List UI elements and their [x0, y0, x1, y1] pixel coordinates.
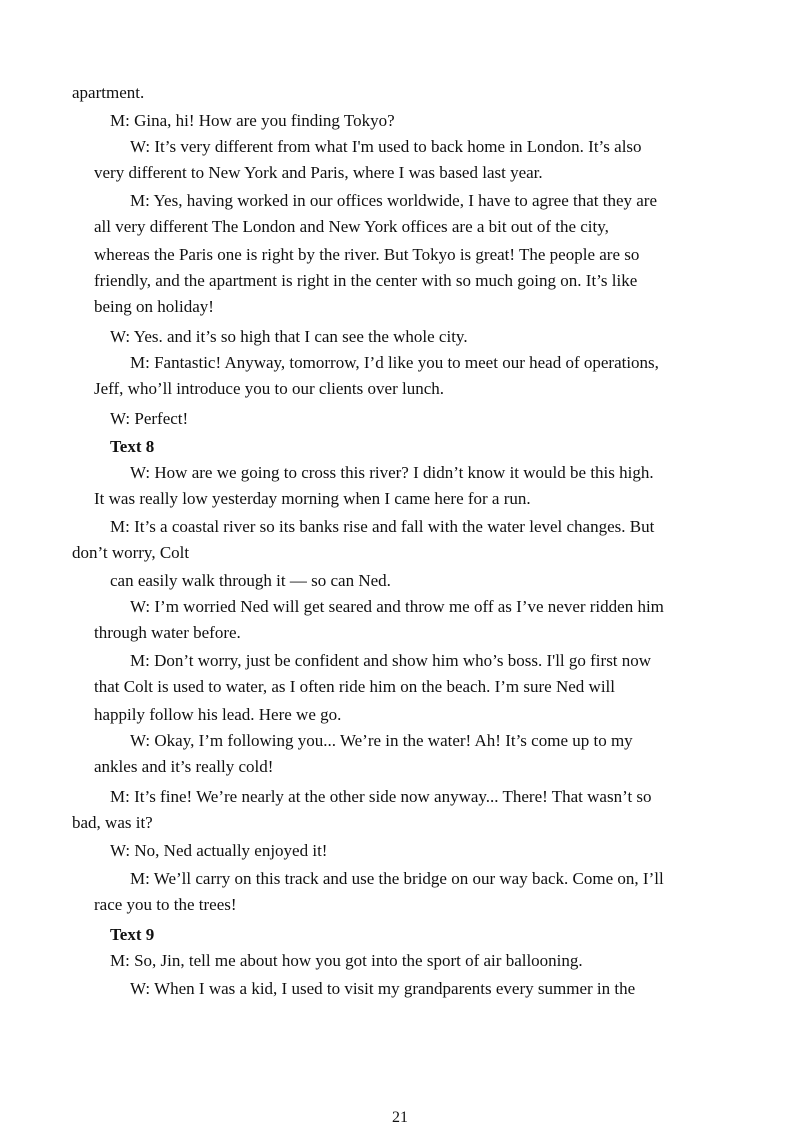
- transcript-line: bad, was it?: [72, 813, 153, 832]
- transcript-line: W: No, Ned actually enjoyed it!: [110, 841, 328, 860]
- transcript-line: W: When I was a kid, I used to visit my grandparents every summer in the: [130, 979, 636, 998]
- transcript-line: W: How are we going to cross this river? I didn’t know it would be this high.: [130, 463, 654, 482]
- section-heading: Text 9: [110, 925, 155, 944]
- transcript-line: race you to the trees!: [94, 895, 237, 914]
- transcript-line: M: It’s fine! We’re nearly at the other side now anyway... There! That wasn’t so: [110, 787, 652, 806]
- section-heading: Text 8: [110, 437, 155, 456]
- transcript-line: very different to New York and Paris, where I was based last year.: [94, 163, 543, 182]
- transcript-line: M: Fantastic! Anyway, tomorrow, I’d like you to meet our head of operations,: [130, 353, 659, 372]
- transcript-line: It was really low yesterday morning when I came here for a run.: [94, 489, 531, 508]
- transcript-line: M: It’s a coastal river so its banks rise and fall with the water level changes. But: [110, 517, 655, 536]
- transcript-line: don’t worry, Colt: [72, 543, 190, 562]
- transcript-line: being on holiday!: [94, 297, 214, 316]
- transcript-line: through water before.: [94, 623, 241, 642]
- transcript-line: W: I’m worried Ned will get seared and throw me off as I’ve never ridden him: [130, 597, 664, 616]
- transcript-line: M: Gina, hi! How are you finding Tokyo?: [110, 111, 395, 130]
- transcript-line: M: So, Jin, tell me about how you got into the sport of air ballooning.: [110, 951, 583, 970]
- transcript-line: W: Perfect!: [110, 409, 189, 428]
- transcript-line: can easily walk through it — so can Ned.: [110, 571, 391, 590]
- transcript-line: all very different The London and New York offices are a bit out of the city,: [94, 217, 609, 236]
- transcript-line: M: We’ll carry on this track and use the bridge on our way back. Come on, I’ll: [130, 869, 664, 888]
- transcript-line: M: Yes, having worked in our offices worldwide, I have to agree that they are: [130, 191, 658, 210]
- transcript-line: ankles and it’s really cold!: [94, 757, 274, 776]
- transcript-line: W: Yes. and it’s so high that I can see the whole city.: [110, 327, 468, 346]
- transcript-line: W: It’s very different from what I'm used to back home in London. It’s also: [130, 137, 642, 156]
- transcript-line: friendly, and the apartment is right in the center with so much going on. It’s like: [94, 271, 638, 290]
- transcript-line: happily follow his lead. Here we go.: [94, 705, 342, 724]
- transcript-line: that Colt is used to water, as I often ride him on the beach. I’m sure Ned will: [94, 677, 615, 696]
- page-number: 21: [392, 1109, 408, 1126]
- transcript-line: apartment.: [72, 83, 145, 102]
- transcript-line: M: Don’t worry, just be confident and show him who’s boss. I'll go first now: [130, 651, 652, 670]
- transcript-line: whereas the Paris one is right by the river. But Tokyo is great! The people are so: [94, 245, 640, 264]
- transcript-line: Jeff, who’ll introduce you to our clients over lunch.: [94, 379, 444, 398]
- transcript-line: W: Okay, I’m following you... We’re in the water! Ah! It’s come up to my: [130, 731, 633, 750]
